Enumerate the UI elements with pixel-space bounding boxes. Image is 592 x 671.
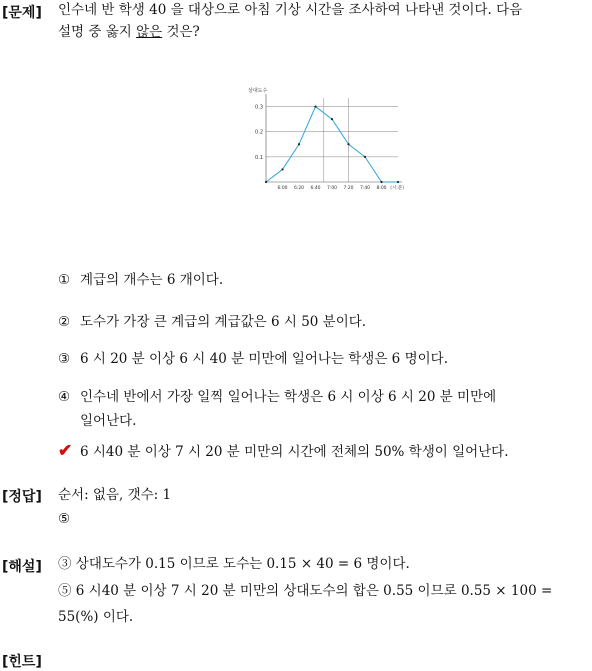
explanation-tag: [해설] <box>2 559 42 575</box>
problem-text-pre: 설명 중 옳지 <box>58 24 137 40</box>
option-number: ① <box>58 272 71 288</box>
data-point <box>331 118 333 120</box>
option-2[interactable] <box>58 310 366 330</box>
option-number: ③ <box>58 351 71 367</box>
option-4-line2: 일어난다. <box>80 413 137 429</box>
data-point <box>314 105 316 107</box>
hint-tag: [힌트] <box>2 654 42 670</box>
explanation-line1: ③ 상대도수가 0.15 이므로 도수는 0.15 × 40 = 6 명이다. <box>58 556 410 572</box>
data-point <box>281 168 283 170</box>
data-point <box>397 181 399 183</box>
data-point <box>380 181 382 183</box>
option-number: ④ <box>58 389 71 405</box>
option-text: 6 시 20 분 이상 6 시 40 분 미만에 일어나는 학생은 6 명이다. <box>80 351 448 367</box>
chart-axes <box>266 94 402 182</box>
x-tick-label: 6:00 <box>277 186 288 191</box>
x-tick-label: 7:00 <box>326 186 338 191</box>
data-point <box>347 143 349 145</box>
problem-text-line1: 인수네 반 학생 40 을 대상으로 아침 기상 시간을 조사하여 나타낸 것이다. 다음 <box>58 2 523 18</box>
option-1[interactable] <box>58 268 223 288</box>
problem-text-underlined: 않은 <box>136 24 163 40</box>
answer-line1: 순서: 없음, 갯수: 1 <box>58 487 172 503</box>
option-3[interactable] <box>58 347 448 367</box>
option-number: ② <box>58 314 71 330</box>
x-tick-label: 8:00 <box>376 186 387 191</box>
answer-line2: ⑤ <box>58 511 71 527</box>
explanation-line3: 55(%) 이다. <box>58 609 134 625</box>
option-text: 도수가 가장 큰 계급의 계급값은 6 시 50 분이다. <box>80 314 367 330</box>
x-tick-label: 6:40 <box>310 186 321 191</box>
chart-grid <box>266 98 398 182</box>
x-tick-label: 7:20 <box>343 186 354 191</box>
y-tick-label: 0.3 <box>255 104 263 111</box>
y-tick-label: 0.1 <box>255 154 263 161</box>
x-axis-label: (시:분) <box>390 186 404 191</box>
correct-check-icon: ✔ <box>58 441 73 461</box>
series-segment <box>299 107 316 145</box>
x-tick-label: 7:40 <box>359 186 371 191</box>
problem-tag: [문제] <box>2 5 42 21</box>
data-point <box>298 143 300 145</box>
option-text: 6 시40 분 이상 7 시 20 분 미만의 시간에 전체의 50% 학생이 일어난다. <box>80 444 509 460</box>
answer-tag: [정답] <box>2 489 42 505</box>
option-4[interactable] <box>58 385 496 405</box>
y-tick-label: 0.2 <box>255 129 263 136</box>
data-point <box>265 181 267 183</box>
x-tick-label: 6:20 <box>293 186 305 191</box>
series-segment <box>266 169 283 182</box>
chart-lines <box>265 105 399 183</box>
problem-text-line2 <box>58 21 200 43</box>
data-point <box>364 156 366 158</box>
option-5[interactable] <box>58 440 509 461</box>
chart-ylabel: 상대도수 <box>248 88 268 94</box>
option-text: 계급의 개수는 6 개이다. <box>80 272 224 288</box>
explanation-line2: ⑤ 6 시40 분 이상 7 시 20 분 미만의 상대도수의 합은 0.55 이므로 0.55 × 100 = <box>58 583 553 599</box>
option-text: 인수네 반에서 가장 일찍 일어나는 학생은 6 시 이상 6 시 20 분 미만에 <box>80 389 497 405</box>
series-segment <box>365 157 382 182</box>
series-segment <box>349 144 366 157</box>
relative-frequency-chart <box>248 86 410 192</box>
problem-text-post: 것은? <box>162 24 200 40</box>
